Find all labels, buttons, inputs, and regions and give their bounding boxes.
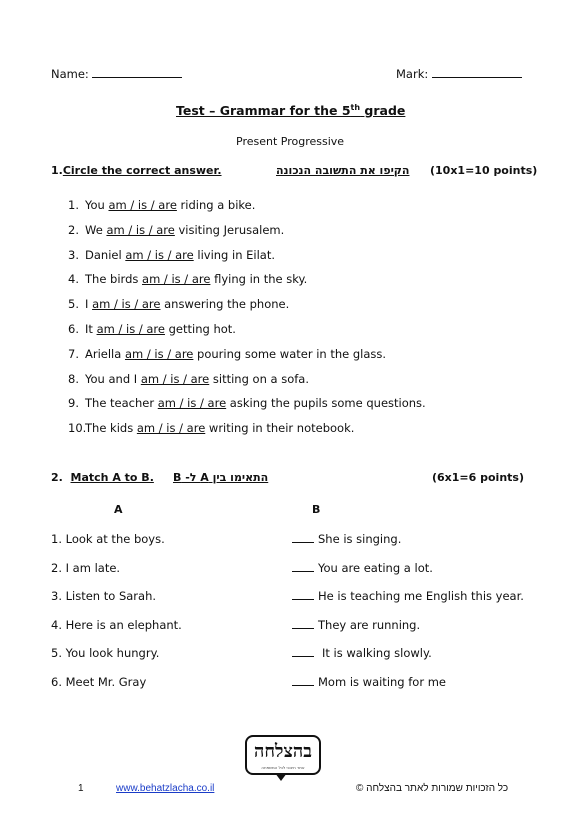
exercise-item: [68, 272, 307, 286]
item-number: 9.: [68, 396, 79, 411]
item-text-before: Daniel: [85, 247, 126, 262]
item-choice-options[interactable]: am / is / are: [142, 272, 211, 287]
exercise-item: [68, 248, 275, 262]
item-choice-options[interactable]: am / is / are: [140, 371, 210, 386]
item-number: 3.: [68, 247, 79, 262]
section2-instruction: Match A to B.: [70, 471, 154, 484]
match-answer-blank[interactable]: [292, 599, 314, 600]
match-item-a: 3. Listen to Sarah.: [51, 589, 157, 604]
mark-field: [396, 67, 522, 81]
item-choice-options[interactable]: am / is / are: [136, 421, 206, 436]
logo-text: בהצלחה: [254, 741, 312, 762]
item-text-after: flying in the sky.: [210, 272, 308, 287]
item-number: 8.: [68, 371, 79, 386]
copyright-notice: כל הזכויות שמורות לאתר בהצלחה ©: [356, 783, 509, 794]
exercise-item: [68, 421, 354, 435]
page-title: Test – Grammar for the 5th grade: [176, 103, 406, 119]
item-choice-options[interactable]: am / is / are: [96, 322, 165, 336]
item-number: 5.: [68, 297, 79, 312]
item-text-after: pouring some water in the glass.: [193, 346, 387, 361]
match-item-b: [292, 618, 420, 632]
item-text-after: answering the phone.: [160, 297, 290, 312]
exercise-item: [68, 198, 255, 212]
match-item-b: [292, 646, 432, 660]
match-item-a: 1. Look at the boys.: [51, 532, 165, 546]
item-text-after: riding a bike.: [176, 198, 256, 212]
item-text-after: asking the pupils some questions.: [226, 396, 426, 411]
page-number: 1: [78, 783, 84, 794]
item-number: 6.: [68, 322, 79, 336]
website-link[interactable]: www.behatzlacha.co.il: [116, 783, 215, 794]
column-a-header: A: [114, 503, 123, 516]
match-item-a: 5. You look hungry.: [51, 646, 160, 661]
section2-points: (6x1=6 points): [432, 471, 524, 484]
item-number: 1.: [68, 198, 79, 212]
match-item-b: [292, 675, 446, 689]
exercise-item: [68, 223, 284, 237]
behatzlacha-logo: [245, 735, 321, 775]
section2-heading: [51, 471, 154, 484]
item-choice-options[interactable]: am / is / are: [106, 222, 175, 237]
mark-blank[interactable]: [432, 77, 522, 78]
section1-heading: [51, 164, 222, 177]
item-number: 7.: [68, 346, 79, 361]
exercise-item: [68, 396, 426, 410]
match-answer-blank[interactable]: [292, 685, 314, 686]
item-text-after: visiting Jerusalem.: [174, 222, 285, 237]
item-text-before: We: [85, 222, 107, 237]
match-item-b: [292, 561, 433, 575]
logo-speech-tail: [275, 773, 287, 781]
match-item-b-text: She is singing.: [318, 532, 402, 546]
page-subtitle: Present Progressive: [236, 135, 345, 148]
section1-points: (10x1=10 points): [430, 164, 538, 177]
item-text-after: getting hot.: [164, 322, 236, 336]
item-text-after: living in Eilat.: [193, 247, 276, 262]
section2-number: 2.: [51, 471, 63, 484]
match-item-b-text: You are eating a lot.: [318, 560, 433, 575]
item-number: 2.: [68, 222, 79, 237]
item-choice-options[interactable]: am / is / are: [157, 396, 227, 411]
match-answer-blank[interactable]: [292, 542, 314, 543]
exercise-item: [68, 347, 386, 361]
name-label: Name:: [51, 67, 89, 81]
title-superscript: th: [350, 103, 361, 112]
match-item-b-text: They are running.: [318, 617, 421, 632]
item-choice-options[interactable]: am / is / are: [125, 247, 194, 262]
match-item-b-text: It is walking slowly.: [322, 646, 432, 661]
exercise-item: [68, 322, 236, 336]
logo-subtext: אתר חינוכי לכל המשפחה: [261, 765, 305, 770]
match-item-a: 6. Meet Mr. Gray: [51, 675, 147, 689]
section1-number: 1.: [51, 164, 63, 177]
item-number: 4.: [68, 272, 79, 287]
item-text-before: The kids: [85, 421, 137, 436]
match-answer-blank[interactable]: [292, 571, 314, 572]
item-number: 10.: [68, 421, 87, 436]
match-item-b: [292, 532, 401, 546]
exercise-item: [68, 297, 289, 311]
column-b-header: B: [312, 503, 321, 516]
match-item-b-text: He is teaching me English this year.: [318, 589, 524, 604]
section1-hebrew: הקיפו את התשובה הנכונה: [276, 164, 410, 177]
exercise-item: [68, 372, 309, 386]
item-text-after: writing in their notebook.: [205, 421, 355, 436]
item-text-before: Ariella: [85, 346, 125, 361]
item-text-before: I: [85, 297, 93, 312]
item-choice-options[interactable]: am / is / are: [108, 198, 177, 212]
match-answer-blank[interactable]: [292, 656, 314, 657]
name-field: [51, 67, 182, 81]
item-text-before: The birds: [85, 272, 143, 287]
match-answer-blank[interactable]: [292, 628, 314, 629]
item-choice-options[interactable]: am / is / are: [124, 346, 194, 361]
section2-hebrew: התאימו בין A ל- B: [173, 471, 269, 484]
item-text-before: It: [85, 322, 97, 336]
mark-label: Mark:: [396, 67, 429, 81]
match-item-a: 2. I am late.: [51, 560, 121, 575]
match-item-a: 4. Here is an elephant.: [51, 617, 182, 632]
item-text-before: You: [85, 198, 109, 212]
match-item-b: [292, 589, 524, 603]
match-item-b-text: Mom is waiting for me: [318, 675, 446, 689]
item-choice-options[interactable]: am / is / are: [92, 297, 161, 312]
item-text-before: The teacher: [85, 396, 158, 411]
name-blank[interactable]: [92, 77, 182, 78]
item-text-before: You and I: [85, 371, 141, 386]
item-text-after: sitting on a sofa.: [209, 371, 309, 386]
section1-instruction: Circle the correct answer.: [62, 164, 222, 177]
